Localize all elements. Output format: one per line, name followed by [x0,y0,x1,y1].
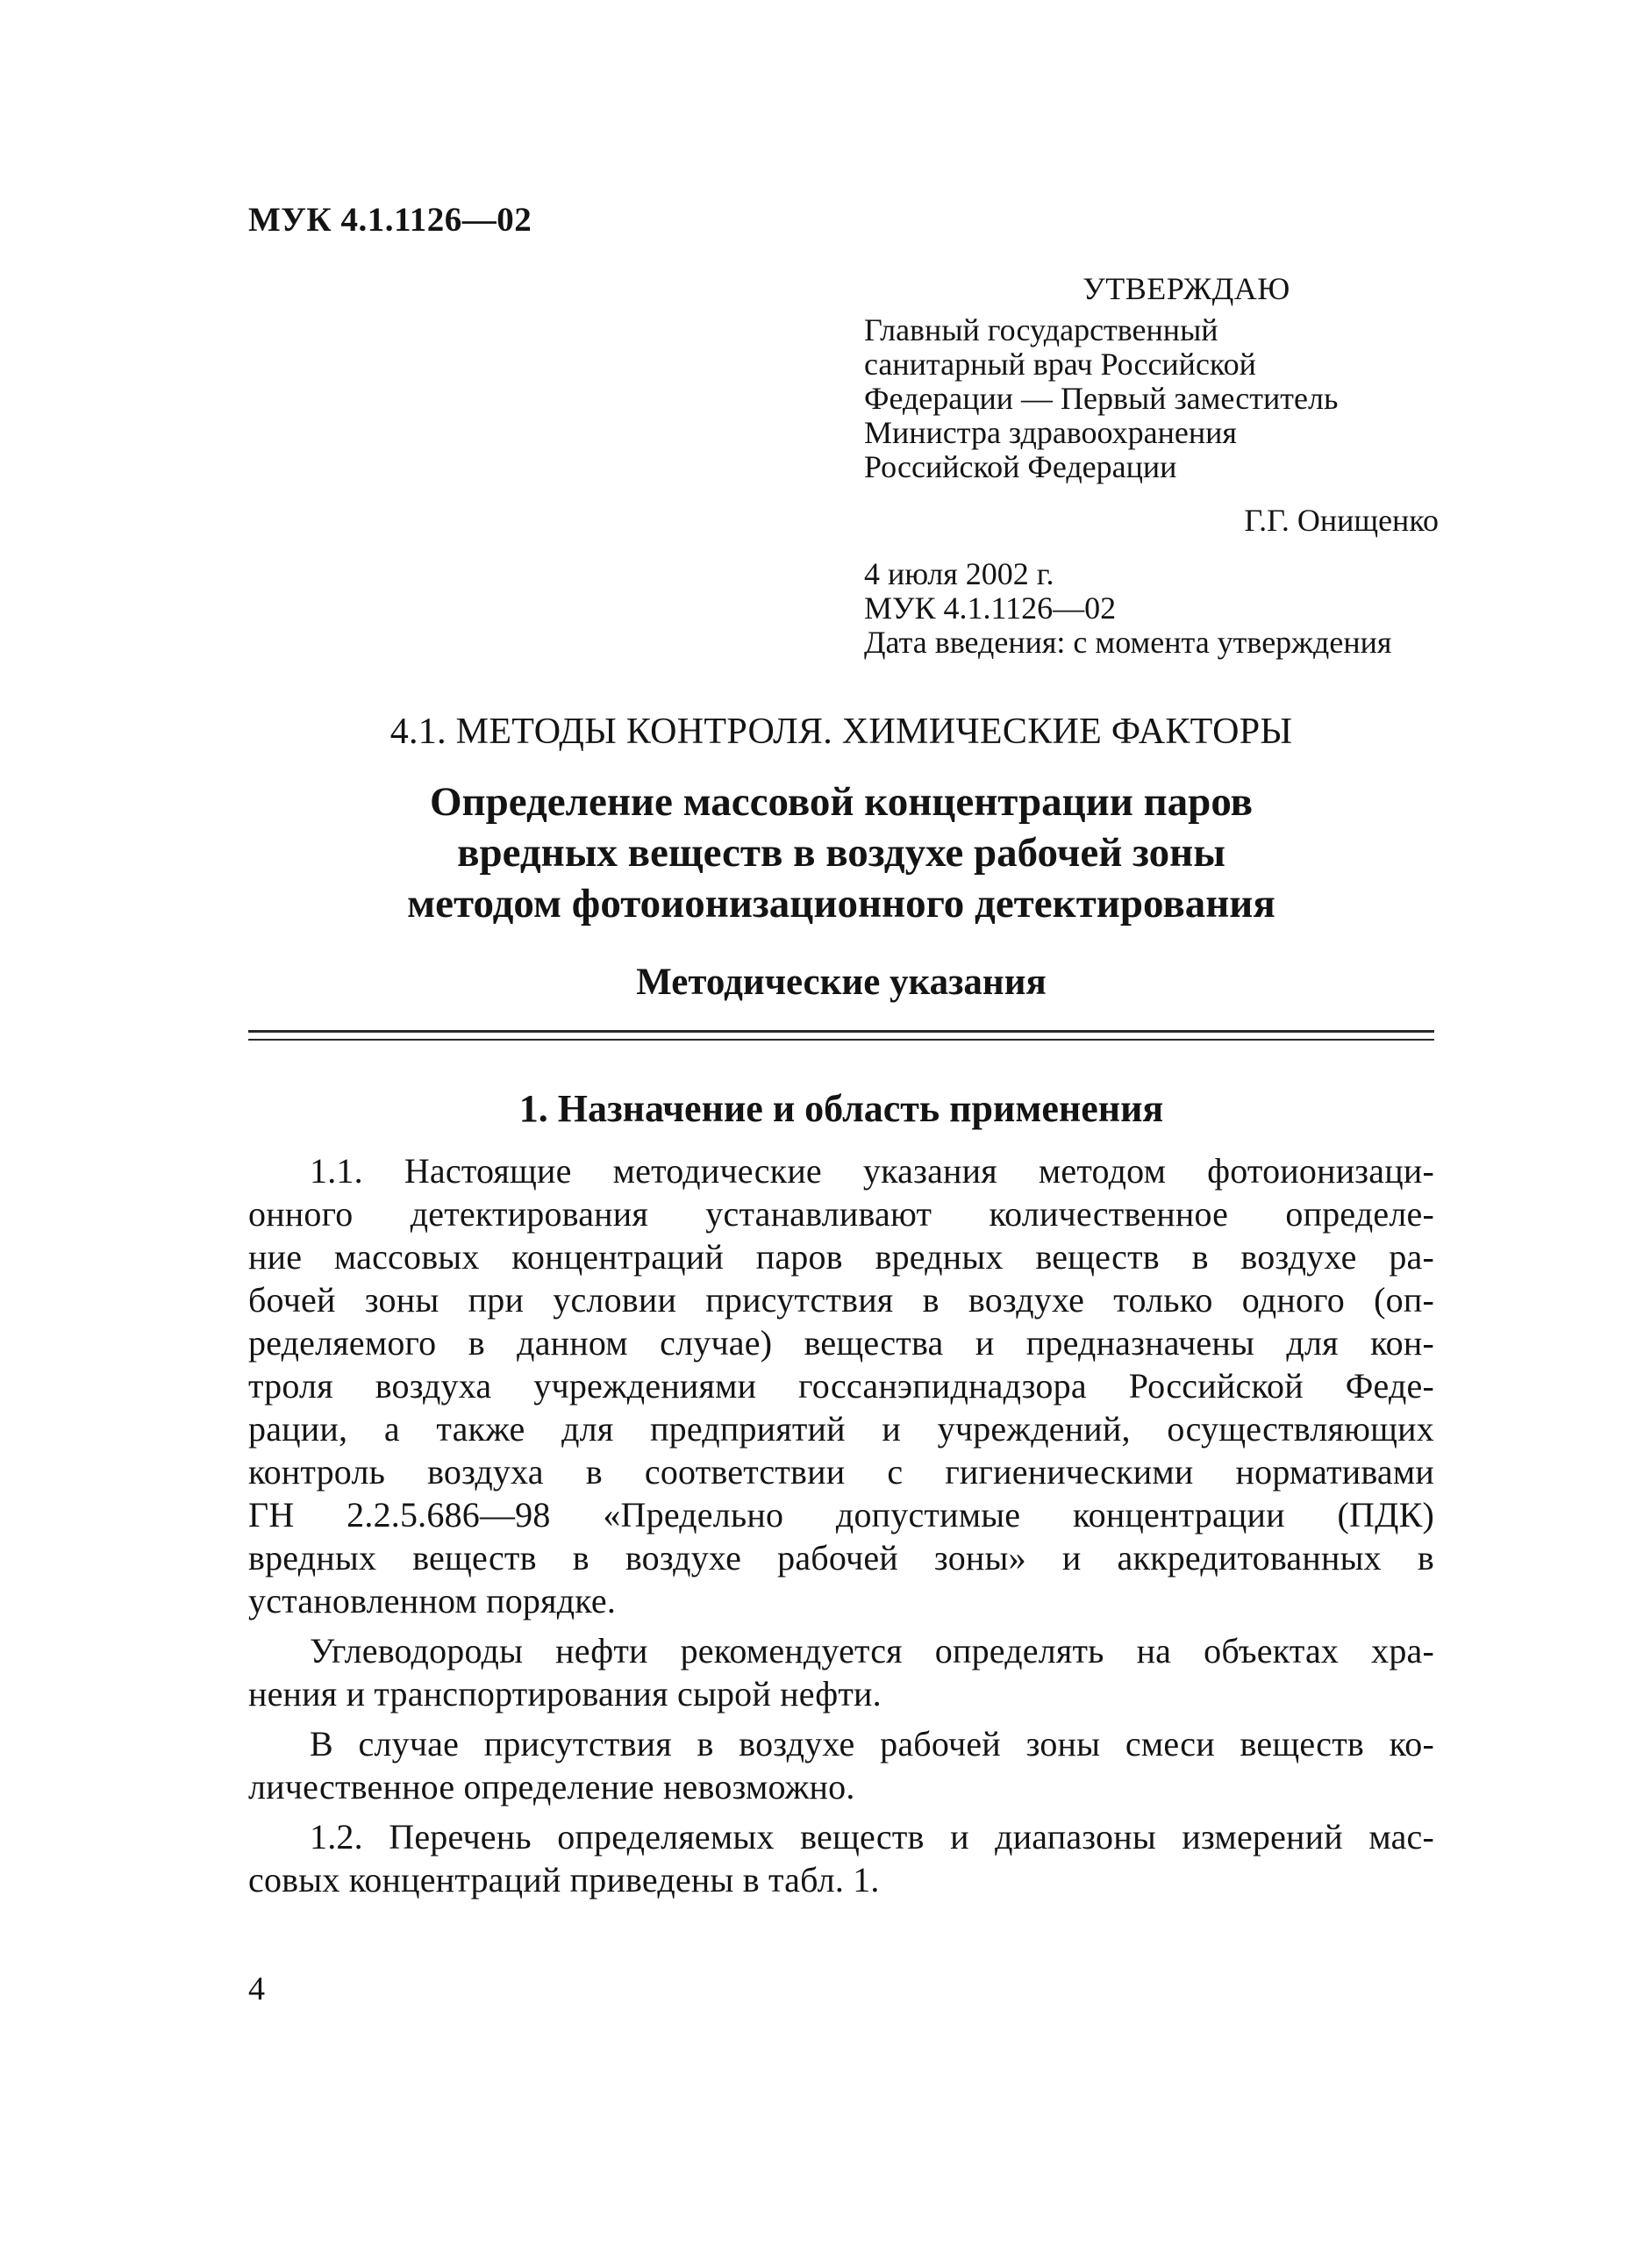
main-title-line: вредных веществ в воздухе рабочей зоны [457,830,1225,876]
paragraph-line: онного детектирования устанавливают количественное определе- [248,1194,1434,1234]
document-code: МУК 4.1.1126—02 [248,201,532,239]
approval-code: МУК 4.1.1126—02 [864,590,1117,626]
paragraph-line: бочей зоны при условии присутствия в воздухе только одного (оп- [248,1280,1434,1320]
approval-line: Главный государственный [864,312,1218,347]
paragraph-line: ГН 2.2.5.686—98 «Предельно допустимые концентрации (ПДК) [248,1495,1434,1535]
approval-heading: УТВЕРЖДАЮ [1082,271,1290,306]
body-text [248,1149,1434,1901]
paragraph-line: ние массовых концентраций паров вредных веществ в воздухе ра- [248,1237,1434,1277]
approval-line: санитарный врач Российской [864,347,1256,382]
approval-line: Федерации — Первый заместитель [864,381,1339,416]
main-title-line: Определение массовой концентрации паров [429,779,1254,825]
paragraph-line: нения и транспортирования сырой нефти. [248,1674,882,1714]
paragraph-line: В случае присутствия в воздухе рабочей зоны смеси веществ ко- [310,1724,1434,1764]
approval-signer: Г.Г. Онищенко [1244,503,1439,538]
paragraph-line: установленном порядке. [248,1581,617,1621]
paragraph-line: 1.2. Перечень определяемых веществ и диапазоны измерений мас- [310,1817,1434,1857]
approval-date: 4 июля 2002 г. [864,556,1054,591]
approval-line: Министра здравоохранения [864,415,1237,450]
main-title [248,776,1434,929]
paragraph-line: троля воздуха учреждениями госсанэпиднадзора Российской Феде- [248,1366,1434,1406]
approval-line: Российской Федерации [864,449,1177,484]
paragraph-line: ределяемого в данном случае) вещества и предназначены для кон- [248,1323,1434,1363]
subtitle: Методические указания [636,962,1047,1003]
main-title-line: методом фотоионизационного детектирования [407,881,1275,927]
divider-rule [248,1039,1434,1041]
section-title: 4.1. МЕТОДЫ КОНТРОЛЯ. ХИМИЧЕСКИЕ ФАКТОРЫ [389,712,1293,752]
divider-rule [248,1030,1434,1033]
paragraph-line: совых концентраций приведены в табл. 1. [248,1860,880,1900]
section-heading: 1. Назначение и область применения [518,1087,1164,1130]
paragraph-line: 1.1. Настоящие методические указания методом фотоионизаци- [310,1151,1434,1191]
paragraph-line: Углеводороды нефти рекомендуется определять на объектах хра- [310,1631,1434,1671]
approval-effective-date: Дата введения: с момента утверждения [864,625,1392,660]
paragraph-line: вредных веществ в воздухе рабочей зоны» и аккредитованных в [248,1538,1434,1578]
paragraph-line: рации, а также для предприятий и учреждений, осуществляющих [248,1409,1434,1449]
approval-block [864,272,1439,660]
paragraph-line: контроль воздуха в соответствии с гигиеническими нормативами [248,1452,1434,1492]
page-number: 4 [248,1971,265,2007]
paragraph-line: личественное определение невозможно. [248,1767,855,1807]
